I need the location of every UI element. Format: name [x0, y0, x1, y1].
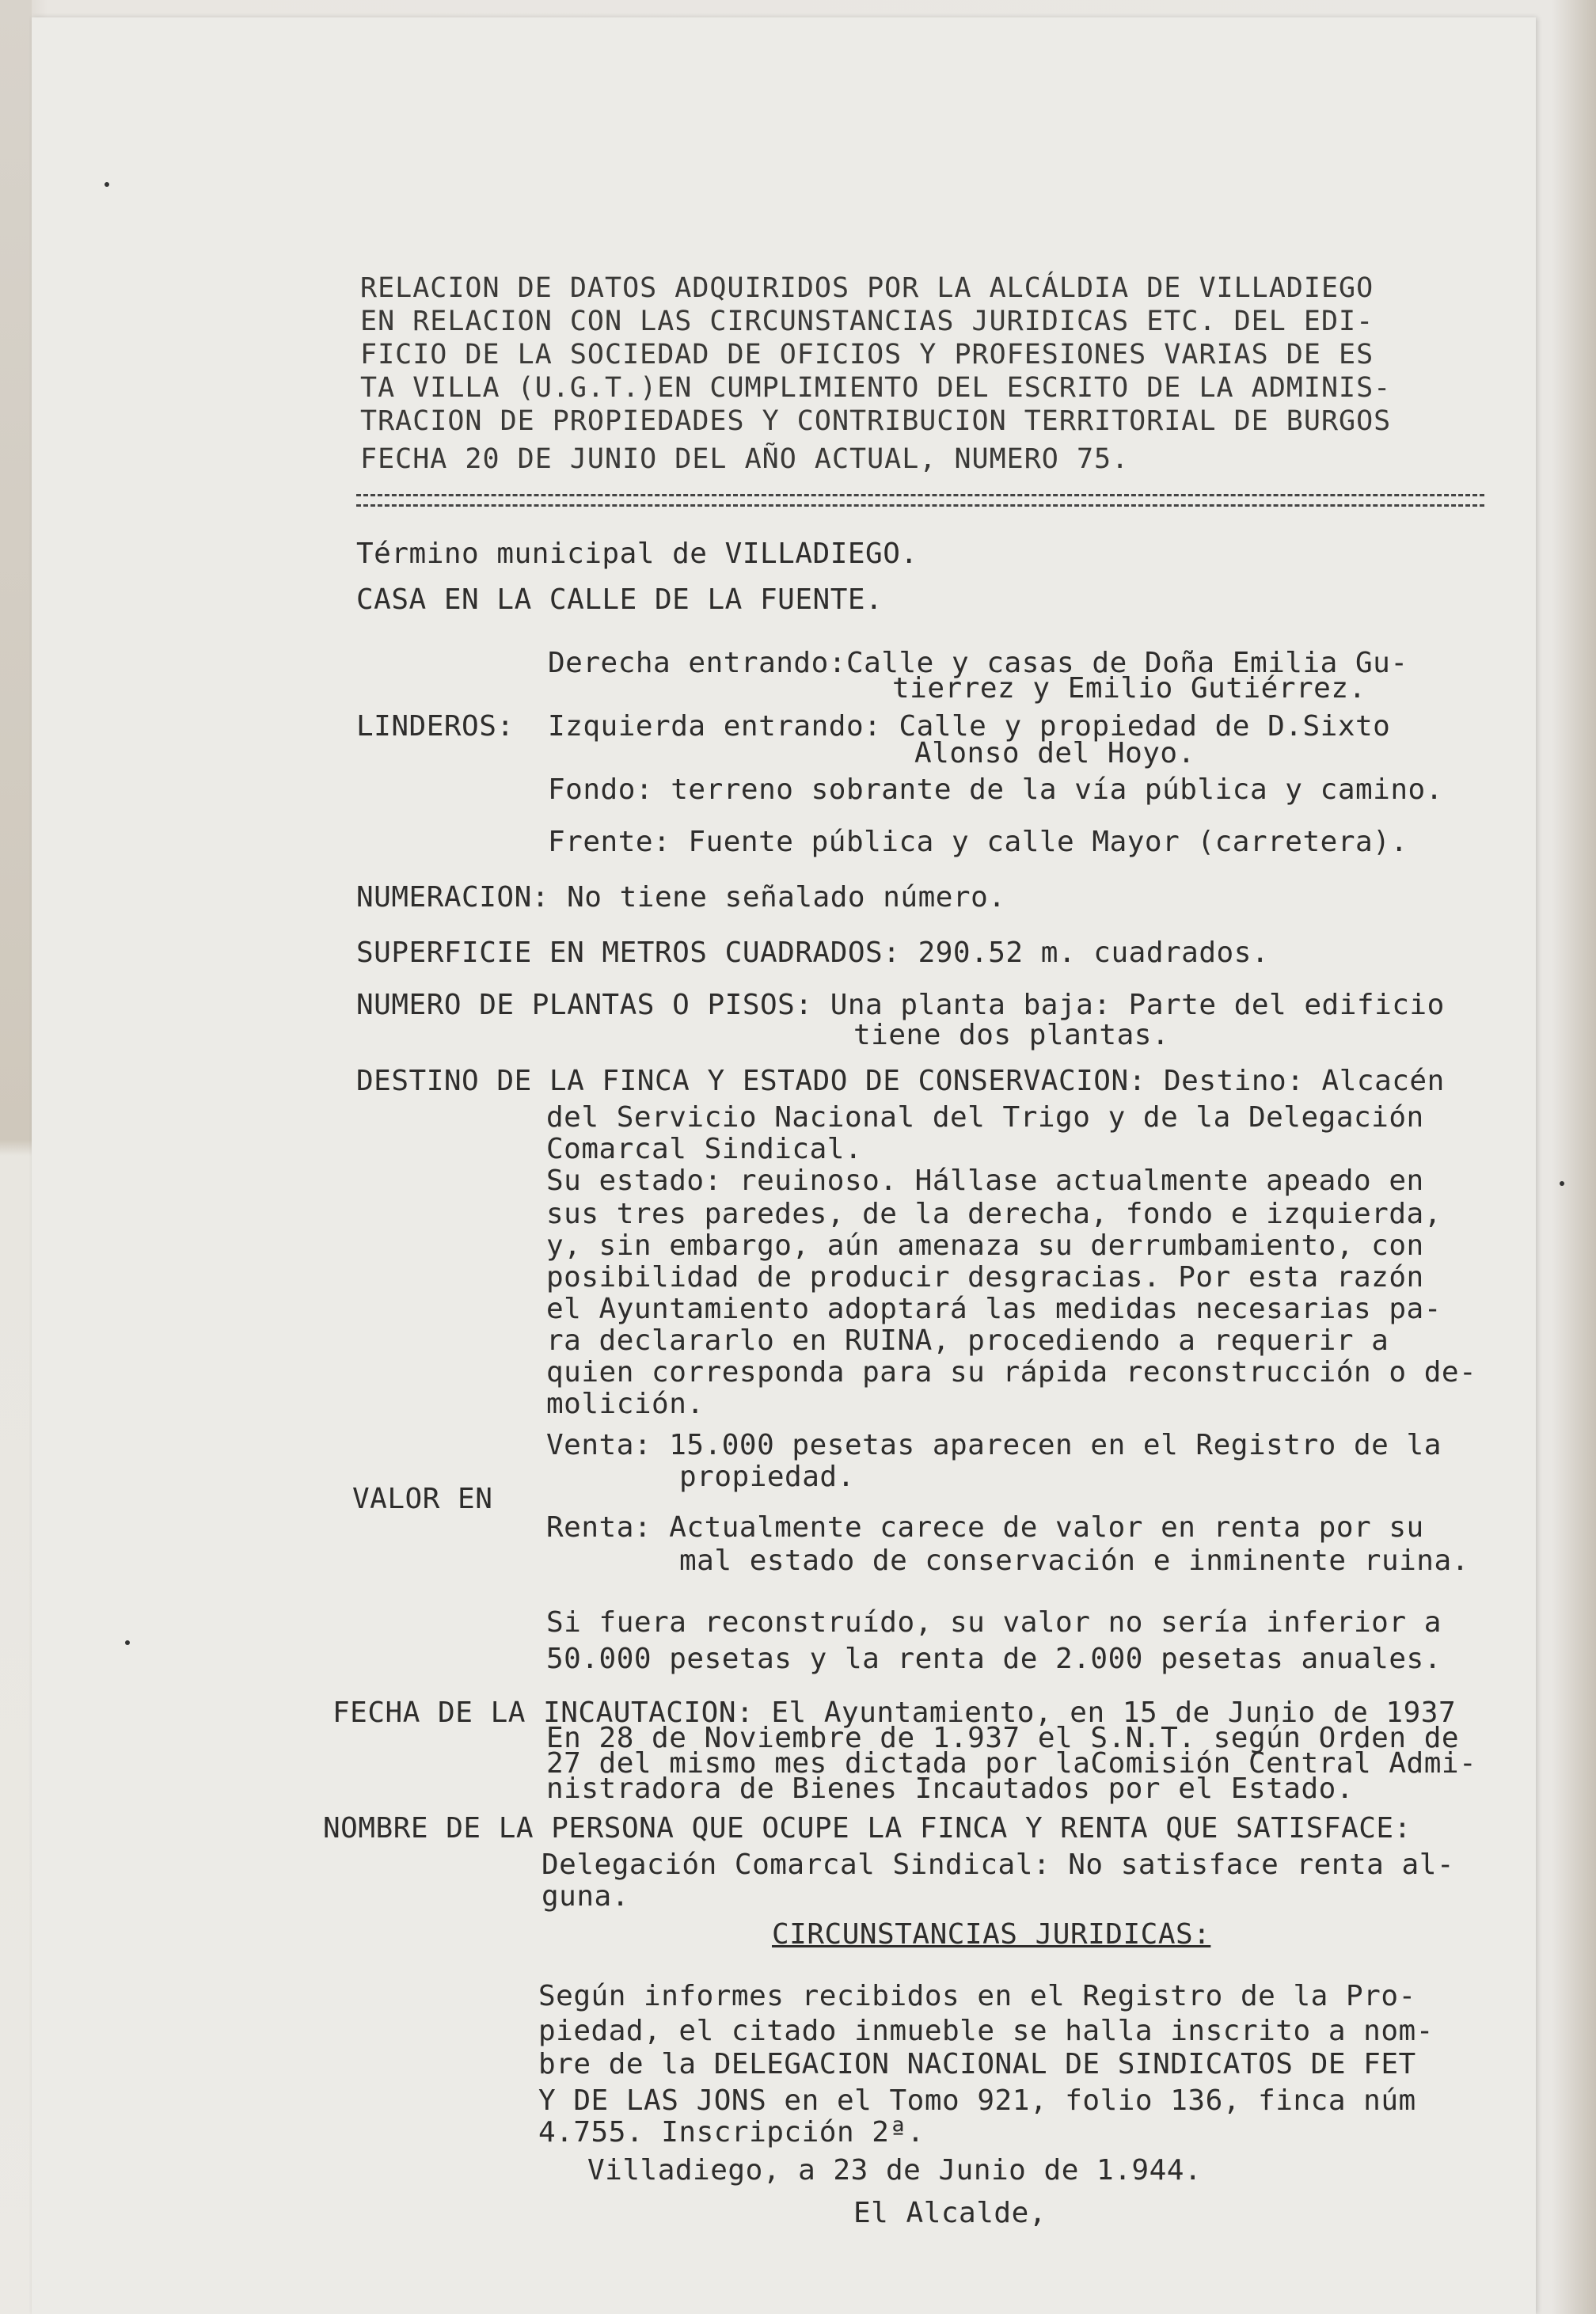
linderos-derecha-1: Derecha entrando:Calle y casas de Doña Emilia Gu- [548, 647, 1408, 679]
destino-line: y, sin embargo, aún amenaza su derrumbamiento, con [546, 1229, 1424, 1262]
destino-line: posibilidad de producir desgracias. Por esta razón [546, 1261, 1424, 1294]
circunstancias-line: bre de la DELEGACION NACIONAL DE SINDICATOS DE FET [538, 2048, 1416, 2080]
destino-line: sus tres paredes, de la derecha, fondo e izquierda, [546, 1198, 1442, 1230]
linderos-frente: Frente: Fuente pública y calle Mayor (carretera). [548, 826, 1408, 858]
incautacion-line: 27 del mismo mes dictada por laComisión Central Admi- [546, 1747, 1477, 1780]
ocupante-line-3: guna. [542, 1880, 629, 1913]
circunstancias-line: Y DE LAS JONS en el Tomo 921, folio 136, finca núm [538, 2084, 1416, 2117]
destino-line: quien corresponda para su rápida reconstrucción o de- [546, 1356, 1477, 1389]
paper-speck [1560, 1181, 1564, 1186]
circunstancias-line: Según informes recibidos en el Registro de la Pro- [538, 1980, 1416, 2012]
document-page [32, 17, 1536, 2314]
linderos-izquierda-2: Alonso del Hoyo. [914, 737, 1195, 769]
circunstancias-title: CIRCUNSTANCIAS JURIDICAS: [772, 1918, 1211, 1951]
plantas-line-1: NUMERO DE PLANTAS O PISOS: Una planta baja: Parte del edificio [356, 989, 1445, 1021]
destino-line: Su estado: reuinoso. Hállase actualmente apeado en [546, 1165, 1424, 1197]
header-line: FICIO DE LA SOCIEDAD DE OFICIOS Y PROFESIONES VARIAS DE ES [360, 339, 1374, 370]
termino-municipal: Término municipal de VILLADIEGO. [356, 538, 918, 570]
linderos-izquierda-1: Izquierda entrando: Calle y propiedad de D.Sixto [548, 710, 1391, 743]
incautacion-line: nistradora de Bienes Incautados por el Estado. [546, 1773, 1354, 1805]
valor-label: VALOR EN [352, 1483, 493, 1515]
header-line: EN RELACION CON LAS CIRCUNSTANCIAS JURIDICAS ETC. DEL EDI- [360, 306, 1374, 337]
header-line: FECHA 20 DE JUNIO DEL AÑO ACTUAL, NUMERO 75. [360, 443, 1130, 475]
linderos-fondo: Fondo: terreno sobrante de la vía pública y camino. [548, 773, 1443, 806]
linderos-derecha-2: tierrez y Emilio Gutiérrez. [892, 672, 1366, 705]
header-line: TA VILLA (U.G.T.)EN CUMPLIMIENTO DEL ESCRITO DE LA ADMINIS- [360, 372, 1392, 404]
paper-speck [125, 1640, 130, 1645]
valor-renta-1: Renta: Actualmente carece de valor en renta por su [546, 1511, 1424, 1544]
valor-venta-1: Venta: 15.000 pesetas aparecen en el Registro de la [546, 1429, 1442, 1461]
page-edge-shadow [0, 0, 32, 2314]
linderos-label: LINDEROS: [356, 710, 515, 743]
ocupante-line-2: Delegación Comarcal Sindical: No satisface renta al- [542, 1849, 1455, 1881]
destino-line: Comarcal Sindical. [546, 1133, 863, 1165]
destino-line: molición. [546, 1388, 705, 1420]
lugar-fecha: Villadiego, a 23 de Junio de 1.944. [587, 2154, 1203, 2187]
destino-line: DESTINO DE LA FINCA Y ESTADO DE CONSERVACION: Destino: Alcacén [356, 1065, 1445, 1097]
plantas-line-2: tiene dos plantas. [853, 1019, 1170, 1051]
header-double-rule [356, 494, 1484, 507]
destino-line: el Ayuntamiento adoptará las medidas necesarias pa- [546, 1293, 1442, 1325]
destino-line: del Servicio Nacional del Trigo y de la Delegación [546, 1101, 1424, 1134]
incautacion-line: En 28 de Noviembre de 1.937 el S.N.T. según Orden de [546, 1722, 1460, 1754]
valor-reconstruido-2: 50.000 pesetas y la renta de 2.000 pesetas anuales. [546, 1643, 1442, 1675]
circunstancias-line: 4.755. Inscripción 2ª. [538, 2116, 925, 2149]
valor-renta-2: mal estado de conservación e inminente ruina. [679, 1545, 1469, 1577]
paper-speck [104, 182, 109, 187]
firma-cargo: El Alcalde, [853, 2197, 1047, 2229]
casa-calle: CASA EN LA CALLE DE LA FUENTE. [356, 583, 884, 616]
header-line: TRACION DE PROPIEDADES Y CONTRIBUCION TERRITORIAL DE BURGOS [360, 405, 1392, 437]
valor-venta-2: propiedad. [679, 1461, 855, 1493]
numeracion: NUMERACION: No tiene señalado número. [356, 881, 1006, 914]
circunstancias-line: piedad, el citado inmueble se halla inscrito a nom- [538, 2015, 1434, 2047]
header-line: RELACION DE DATOS ADQUIRIDOS POR LA ALCÁLDIA DE VILLADIEGO [360, 272, 1374, 304]
incautacion-line: FECHA DE LA INCAUTACION: El Ayuntamiento, en 15 de Junio de 1937 [332, 1697, 1457, 1729]
superficie: SUPERFICIE EN METROS CUADRADOS: 290.52 m. cuadrados. [356, 937, 1270, 969]
destino-line: ra declararlo en RUINA, procediendo a requerir a [546, 1324, 1389, 1357]
ocupante-line-1: NOMBRE DE LA PERSONA QUE OCUPE LA FINCA Y RENTA QUE SATISFACE: [323, 1812, 1412, 1845]
valor-reconstruido-1: Si fuera reconstruído, su valor no sería inferior a [546, 1606, 1442, 1639]
